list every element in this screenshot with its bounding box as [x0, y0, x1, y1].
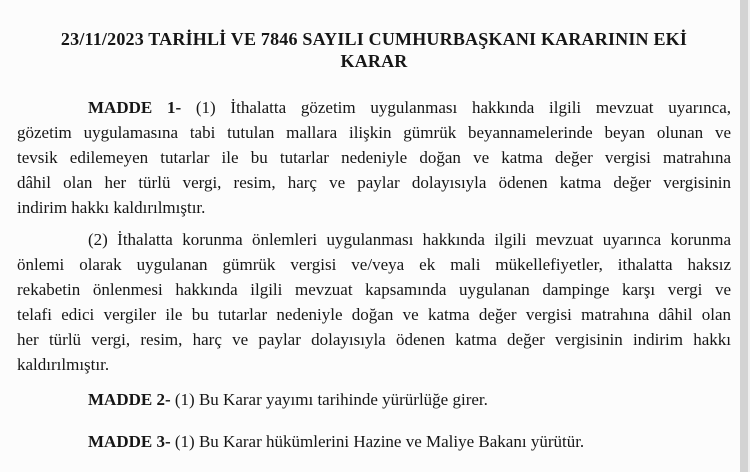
document-line: MADDE 1- (1) İthalatta gözetim uygulanması hakkında ilgili mevzuat uyarınca,	[88, 98, 731, 117]
document-title-line-1: 23/11/2023 TARİHLİ VE 7846 SAYILI CUMHURBAŞKANI KARARININ EKİ	[60, 29, 688, 49]
document-line: (2) İthalatta korunma önlemleri uygulanması hakkında ilgili mevzuat uyarınca korunma	[88, 230, 731, 249]
scan-edge-shadow	[740, 0, 748, 472]
bold-article-label: MADDE 1-	[88, 98, 182, 117]
document-line: telafi edici vergiler ile bu tutarlar nedeniyle doğan ve katma değer vergisi matrahına dâhil olan	[17, 305, 731, 324]
document-line: kaldırılmıştır.	[17, 355, 110, 374]
document-line: MADDE 3- (1) Bu Karar hükümlerini Hazine ve Maliye Bakanı yürütür.	[88, 432, 585, 451]
document-title	[17, 28, 731, 72]
bold-article-label: MADDE 2-	[88, 390, 171, 409]
document-line: her türlü vergi, resim, harç ve paylar dolayısıyla ödenen katma değer vergisinin indirim hakkı	[17, 330, 731, 349]
bold-article-label: MADDE 3-	[88, 432, 171, 451]
document-line: MADDE 2- (1) Bu Karar yayımı tarihinde yürürlüğe girer.	[88, 390, 488, 409]
paragraph-madde-1-fikra-1	[17, 95, 731, 220]
document-line: dâhil olan her türlü vergi, resim, harç ve paylar dolayısıyla ödenen katma değer vergisinin	[17, 173, 731, 192]
document-line: önlemi olarak uygulanan gümrük vergisi ve/veya ek mali mükellefiyetler, ithalatta haksız	[17, 255, 731, 274]
document-line: gözetim uygulamasına tabi tutulan mallara ilişkin gümrük beyannamelerinde beyan olunan ve	[17, 123, 731, 142]
document-line: indirim hakkı kaldırılmıştır.	[17, 198, 206, 217]
paragraph-madde-2	[17, 387, 731, 412]
paragraph-madde-1-fikra-2	[17, 227, 731, 377]
paragraph-madde-3	[17, 429, 731, 454]
document-body	[17, 95, 731, 454]
document-title-line-2: KARAR	[340, 51, 408, 71]
document-line: tevsik edilemeyen tutarlar ile bu tutarlar nedeniyle doğan ve katma değer vergisi matrahına	[17, 148, 731, 167]
document-line: rekabetin önlenmesi hakkında ilgili mevzuat kapsamında uygulanan dampinge karşı vergi ve	[17, 280, 731, 299]
